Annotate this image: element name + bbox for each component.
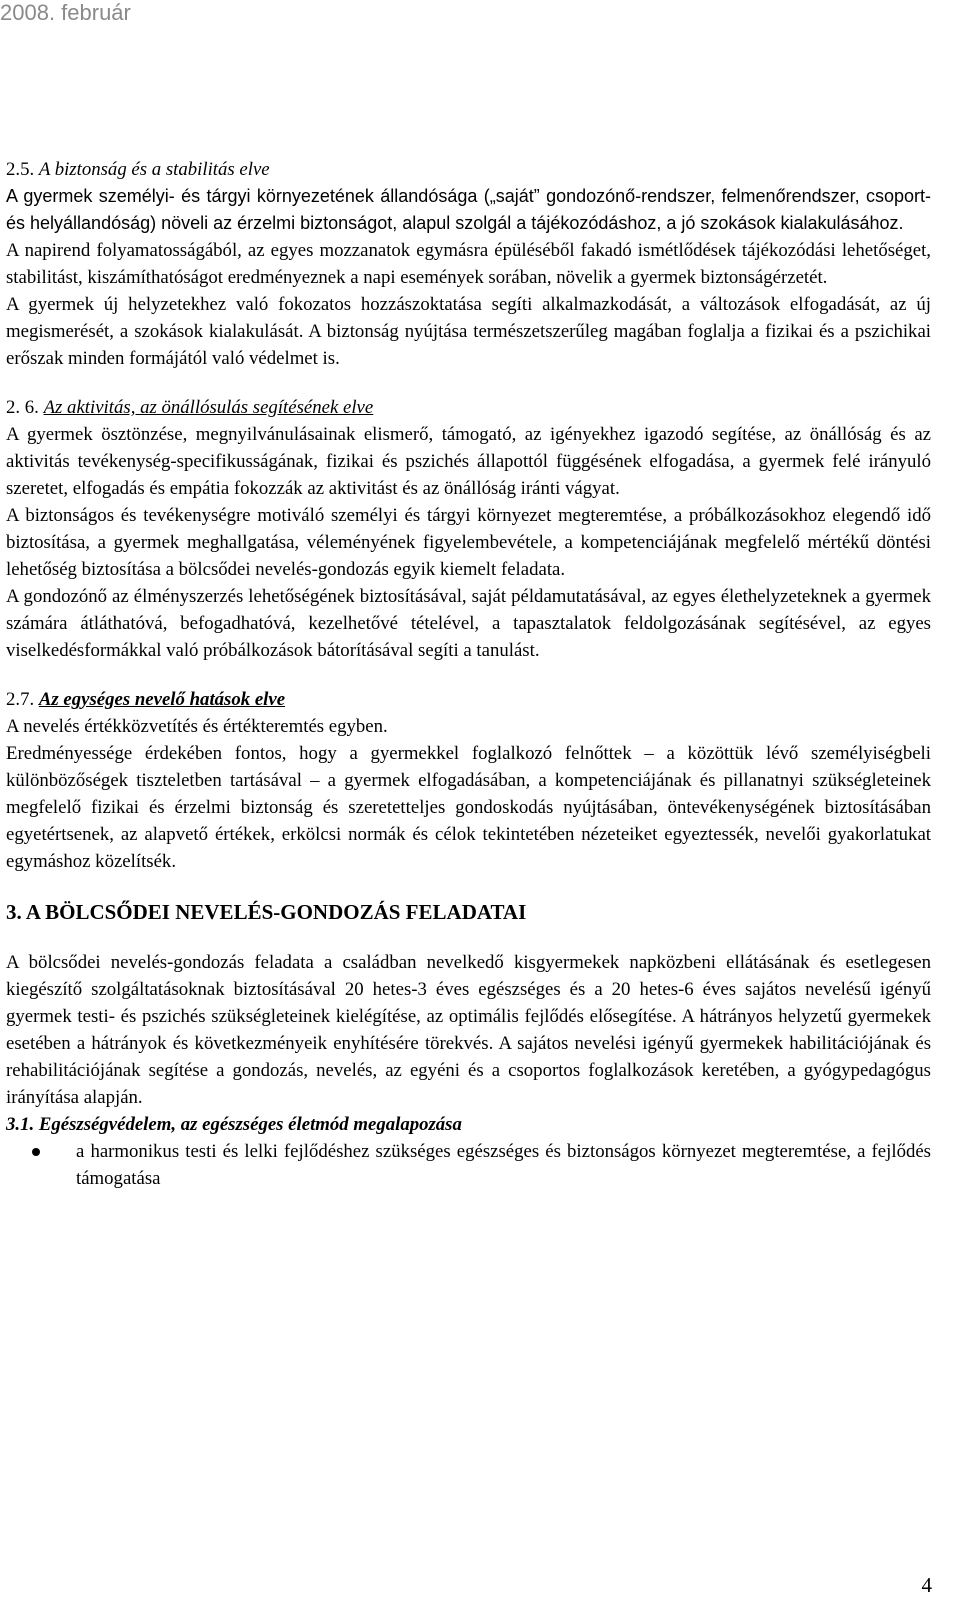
chapter-3-heading: 3. A BÖLCSŐDEI NEVELÉS-GONDOZÁS FELADATAI [6,900,527,924]
section-number: 2.5. [6,159,35,180]
section-2-6-paragraph-1: A gyermek ösztönzése, megnyilvánulásainak elismerő, támogató, az igényekhez igazodó segítése, az önállóság és az aktivitás tevékenység-specifikusságának, fizikai és pszichés állapottól függésének elfogadása, a gyermek felé irányuló szeretet, elfogadás és empátia fokozzák az aktivitást és az önállóság iránti vágyat. [6,424,931,499]
section-title: Az egységes nevelő hatások elve [38,689,286,710]
section-2-5-paragraph-2: A napirend folyamatosságából, az egyes mozzanatok egymásra épüléséből fakadó ismétlődések tájékozódási lehetőséget, stabilitást, kiszámíthatóságot eredményeznek a napi események sorában, növelik a gyermek biztonságérzetét. [6,240,931,288]
section-2-6-paragraph-3: A gondozónő az élményszerzés lehetőségének biztosításával, saját példamutatásával, az egyes élethelyzeteknek a gyermek számára átláthatóvá, befogadhatóvá, kezelhetővé tételével, a tapasztalatok feldolgozásának segítésével, az egyes viselkedésformákkal való próbálkozások bátorításával segíti a tanulást. [6,586,931,661]
list-item-text: a harmonikus testi és lelki fejlődéshez szükséges egészséges és biztonságos környezet megteremtése, a fejlődés támogatása [76,1141,931,1189]
section-2-7-heading [6,686,931,713]
section-3-1-heading: 3.1. Egészségvédelem, az egészséges életmód megalapozása [6,1114,462,1135]
section-2-6-heading [6,394,931,421]
section-2-5-paragraph-3: A gyermek új helyzetekhez való fokozatos hozzászoktatása segíti alkalmazkodását, a változások elfogadását, az új megismerését, a szokások kialakulását. A biztonság nyújtása természetszerűleg magában foglalja a fizikai és a pszichikai erőszak minden formájától való védelmet is. [6,294,931,369]
bullet-icon [32,1148,40,1156]
document-body [6,156,931,1192]
section-2-6-paragraph-2: A biztonságos és tevékenységre motiváló személyi és tárgyi környezet megteremtése, a próbálkozásokhoz elegendő idő biztosítása, a gyermek meghallgatása, véleményének figyelembevétele, a kompetenciájának megfelelő mértékű döntési lehetőség biztosítása a bölcsődei nevelés-gondozás egyik kiemelt feladata. [6,505,931,580]
section-number: 2.7. [6,689,35,710]
section-2-7-paragraph-2: Eredményessége érdekében fontos, hogy a gyermekkel foglalkozó felnőttek – a közöttük lévő személyiségbeli különbözőségek tiszteletben tartásával – a gyermek elfogadásában, a kompetenciájának és pillanatnyi szükségleteinek megfelelő fizikai és érzelmi biztonság és szeretetteljes gondoskodás nyújtásában, öntevékenységének biztosításában egyetértsenek, az alapvető értékek, erkölcsi normák és célok tekintetében nézeteiket egyeztessék, nevelői gyakorlatukat egymáshoz közelítsék. [6,743,931,872]
section-3-1-bullet-list [6,1138,931,1192]
section-2-7-paragraph-1: A nevelés értékközvetítés és értékteremtés egyben. [6,716,388,737]
section-number: 2. 6. [6,397,39,418]
section-2-5-heading [6,156,931,183]
section-title: A biztonság és a stabilitás elve [38,159,270,180]
list-item [6,1138,931,1192]
section-title: Az aktivitás, az önállósulás segítésének elve [43,397,374,418]
header-date: 2008. február [0,0,131,25]
section-2-5-paragraph-1: A gyermek személyi- és tárgyi környezetének állandósága („saját” gondozónő-rendszer, felmenőrendszer, csoport- és helyállandóság) növeli az érzelmi biztonságot, alapul szolgál a tájékozódáshoz, a jó szokások kialakulásához. [6,186,931,233]
chapter-3-paragraph-1: A bölcsődei nevelés-gondozás feladata a családban nevelkedő kisgyermekek napközbeni ellátásának és esetlegesen kiegészítő szolgáltatásoknak biztosításával 20 hetes-3 éves egészséges és a 20 hetes-6 éves sajátos nevelésű igényű gyermek testi- és pszichés szükségleteinek kielégítése, az optimális fejlődés elősegítése. A hátrányos helyzetű gyermekek esetében a hátrányok és következményeik enyhítésére törekvés. A sajátos nevelési igényű gyermekek habilitációjának és rehabilitációjának segítése a gondozás, nevelés, az egyéni és a csoportos foglalkozások keretében, a gyógypedagógus irányítása alapján. [6,952,931,1108]
page-number: 4 [921,1573,932,1597]
